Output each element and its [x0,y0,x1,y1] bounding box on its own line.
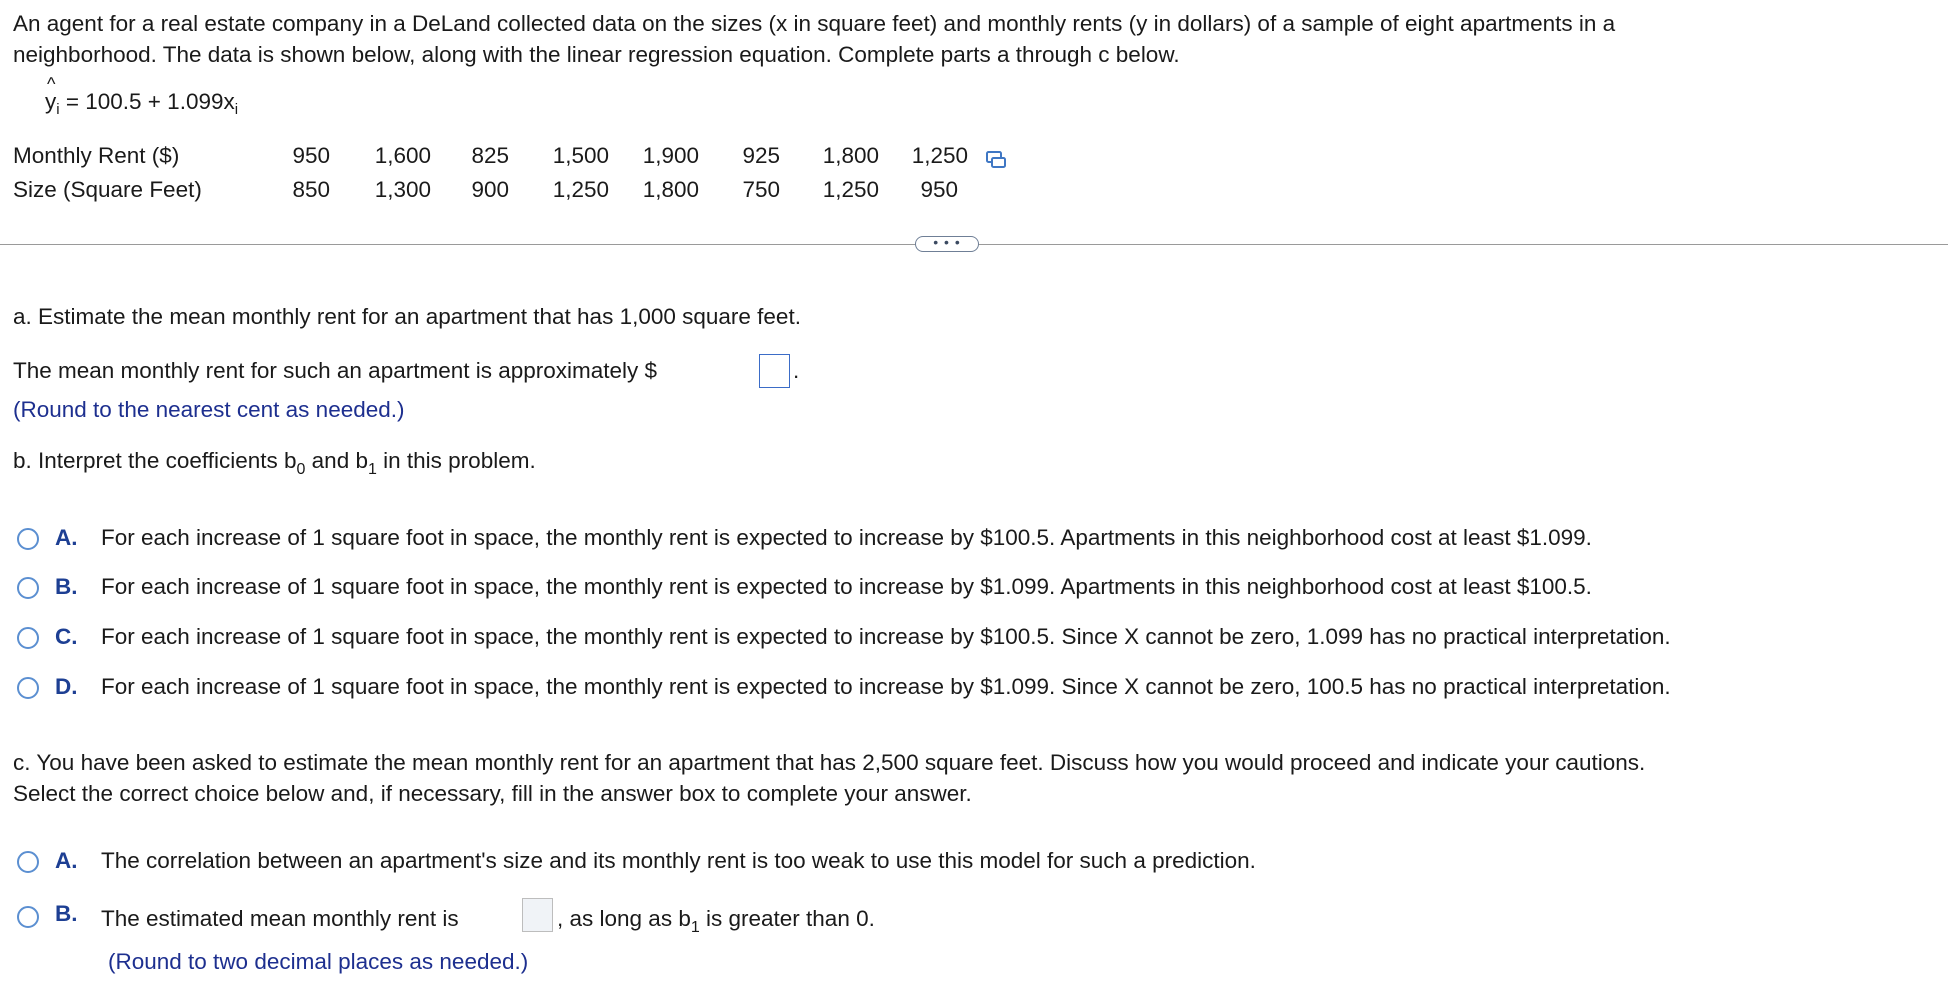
option-b-post-text [557,906,875,937]
y-symbol: y [45,89,57,114]
size-cell: 750 [742,177,780,202]
option-b-pre-text: The estimated mean monthly rent is [101,906,459,931]
intro-line-2: neighborhood. The data is shown below, along with the linear regression equation. Complete parts a through c below. [13,42,1180,67]
part-b-question-post: in this problem. [376,448,536,473]
option-letter: A. [55,848,78,873]
part-a-answer-line [13,357,657,385]
radio-button[interactable] [17,851,39,873]
part-a-question: a. Estimate the mean monthly rent for an apartment that has 1,000 square feet. [13,304,801,329]
rent-cell: 925 [742,143,780,168]
option-letter: B. [55,901,78,926]
size-cell: 1,300 [374,177,431,202]
part-b-question-pre: b. Interpret the coefficients b [13,448,297,473]
rent-cell: 1,600 [374,143,431,168]
part-b-question [13,447,536,484]
copy-icon[interactable] [985,149,1007,171]
radio-button[interactable] [17,528,39,550]
rent-cell: 1,250 [911,143,968,168]
part-c-hint: (Round to two decimal places as needed.) [108,949,529,974]
part-c-question-line-2: Select the correct choice below and, if necessary, fill in the answer box to complete your answer. [13,781,972,806]
size-cell: 850 [292,177,330,202]
part-a-answer-suffix: . [793,358,800,383]
rent-answer-input[interactable] [759,354,790,388]
size-cell: 1,250 [552,177,609,202]
option-text: For each increase of 1 square foot in space, the monthly rent is expected to increase by $100.5. Since X cannot be zero, 1.099 has no practical interpretation. [101,624,1671,649]
copy-icon-graphic [985,149,1007,171]
radio-button[interactable] [17,577,39,599]
option-text: For each increase of 1 square foot in space, the monthly rent is expected to increase by $1.099. Since X cannot be zero, 100.5 has no practical interpretation. [101,674,1671,699]
b1-subscript: 1 [367,461,377,478]
rent-cell: 1,500 [552,143,609,168]
option-letter: B. [55,574,78,599]
option-letter: C. [55,624,78,649]
size-cell: 1,250 [822,177,879,202]
part-c-question-line-1: c. You have been asked to estimate the mean monthly rent for an apartment that has 2,500 square feet. Discuss how you would proceed and indicate your cautions. [13,750,1646,775]
option-text: For each increase of 1 square foot in space, the monthly rent is expected to increase by $100.5. Apartments in this neighborhood cost at least $1.099. [101,525,1592,550]
part-b-question-mid: and b [305,448,368,473]
size-cell: 950 [920,177,958,202]
regression-equation [45,74,239,118]
option-b-tail-text: is greater than 0. [699,906,875,931]
option-b-mid-text: , as long as b [557,906,691,931]
equation-rhs: = 100.5 + 1.099x [59,89,235,114]
estimate-answer-input[interactable] [522,898,553,932]
rent-cell: 1,800 [822,143,879,168]
rent-cell: 950 [292,143,330,168]
y-hat [45,74,57,115]
size-cell: 900 [471,177,509,202]
y-subscript: i [56,101,60,118]
option-text: The correlation between an apartment's size and its monthly rent is too weak to use this model for such a prediction. [101,848,1256,873]
rent-cell: 825 [471,143,509,168]
b0-subscript: 0 [296,461,306,478]
size-cell: 1,800 [642,177,699,202]
rent-row-label: Monthly Rent ($) [13,143,180,168]
option-text: For each increase of 1 square foot in space, the monthly rent is expected to increase by $1.099. Apartments in this neighborhood cost at least $100.5. [101,574,1592,599]
problem-intro [13,8,1923,70]
radio-button[interactable] [17,906,39,928]
radio-button[interactable] [17,627,39,649]
radio-button[interactable] [17,677,39,699]
b1-subscript: 1 [690,919,700,936]
part-a-hint: (Round to the nearest cent as needed.) [13,397,405,422]
expand-more-button[interactable]: • • • [915,236,979,252]
size-row-label: Size (Square Feet) [13,177,202,202]
x-subscript: i [234,101,239,118]
intro-line-1: An agent for a real estate company in a DeLand collected data on the sizes (x in square feet) and monthly rents (y in dollars) of a sample of eight apartments in a [13,11,1616,36]
hat-symbol: ^ [47,74,56,94]
rent-cell: 1,900 [642,143,699,168]
option-letter: D. [55,674,78,699]
part-a-answer-prefix: The mean monthly rent for such an apartment is approximately $ [13,358,658,383]
option-letter: A. [55,525,78,550]
